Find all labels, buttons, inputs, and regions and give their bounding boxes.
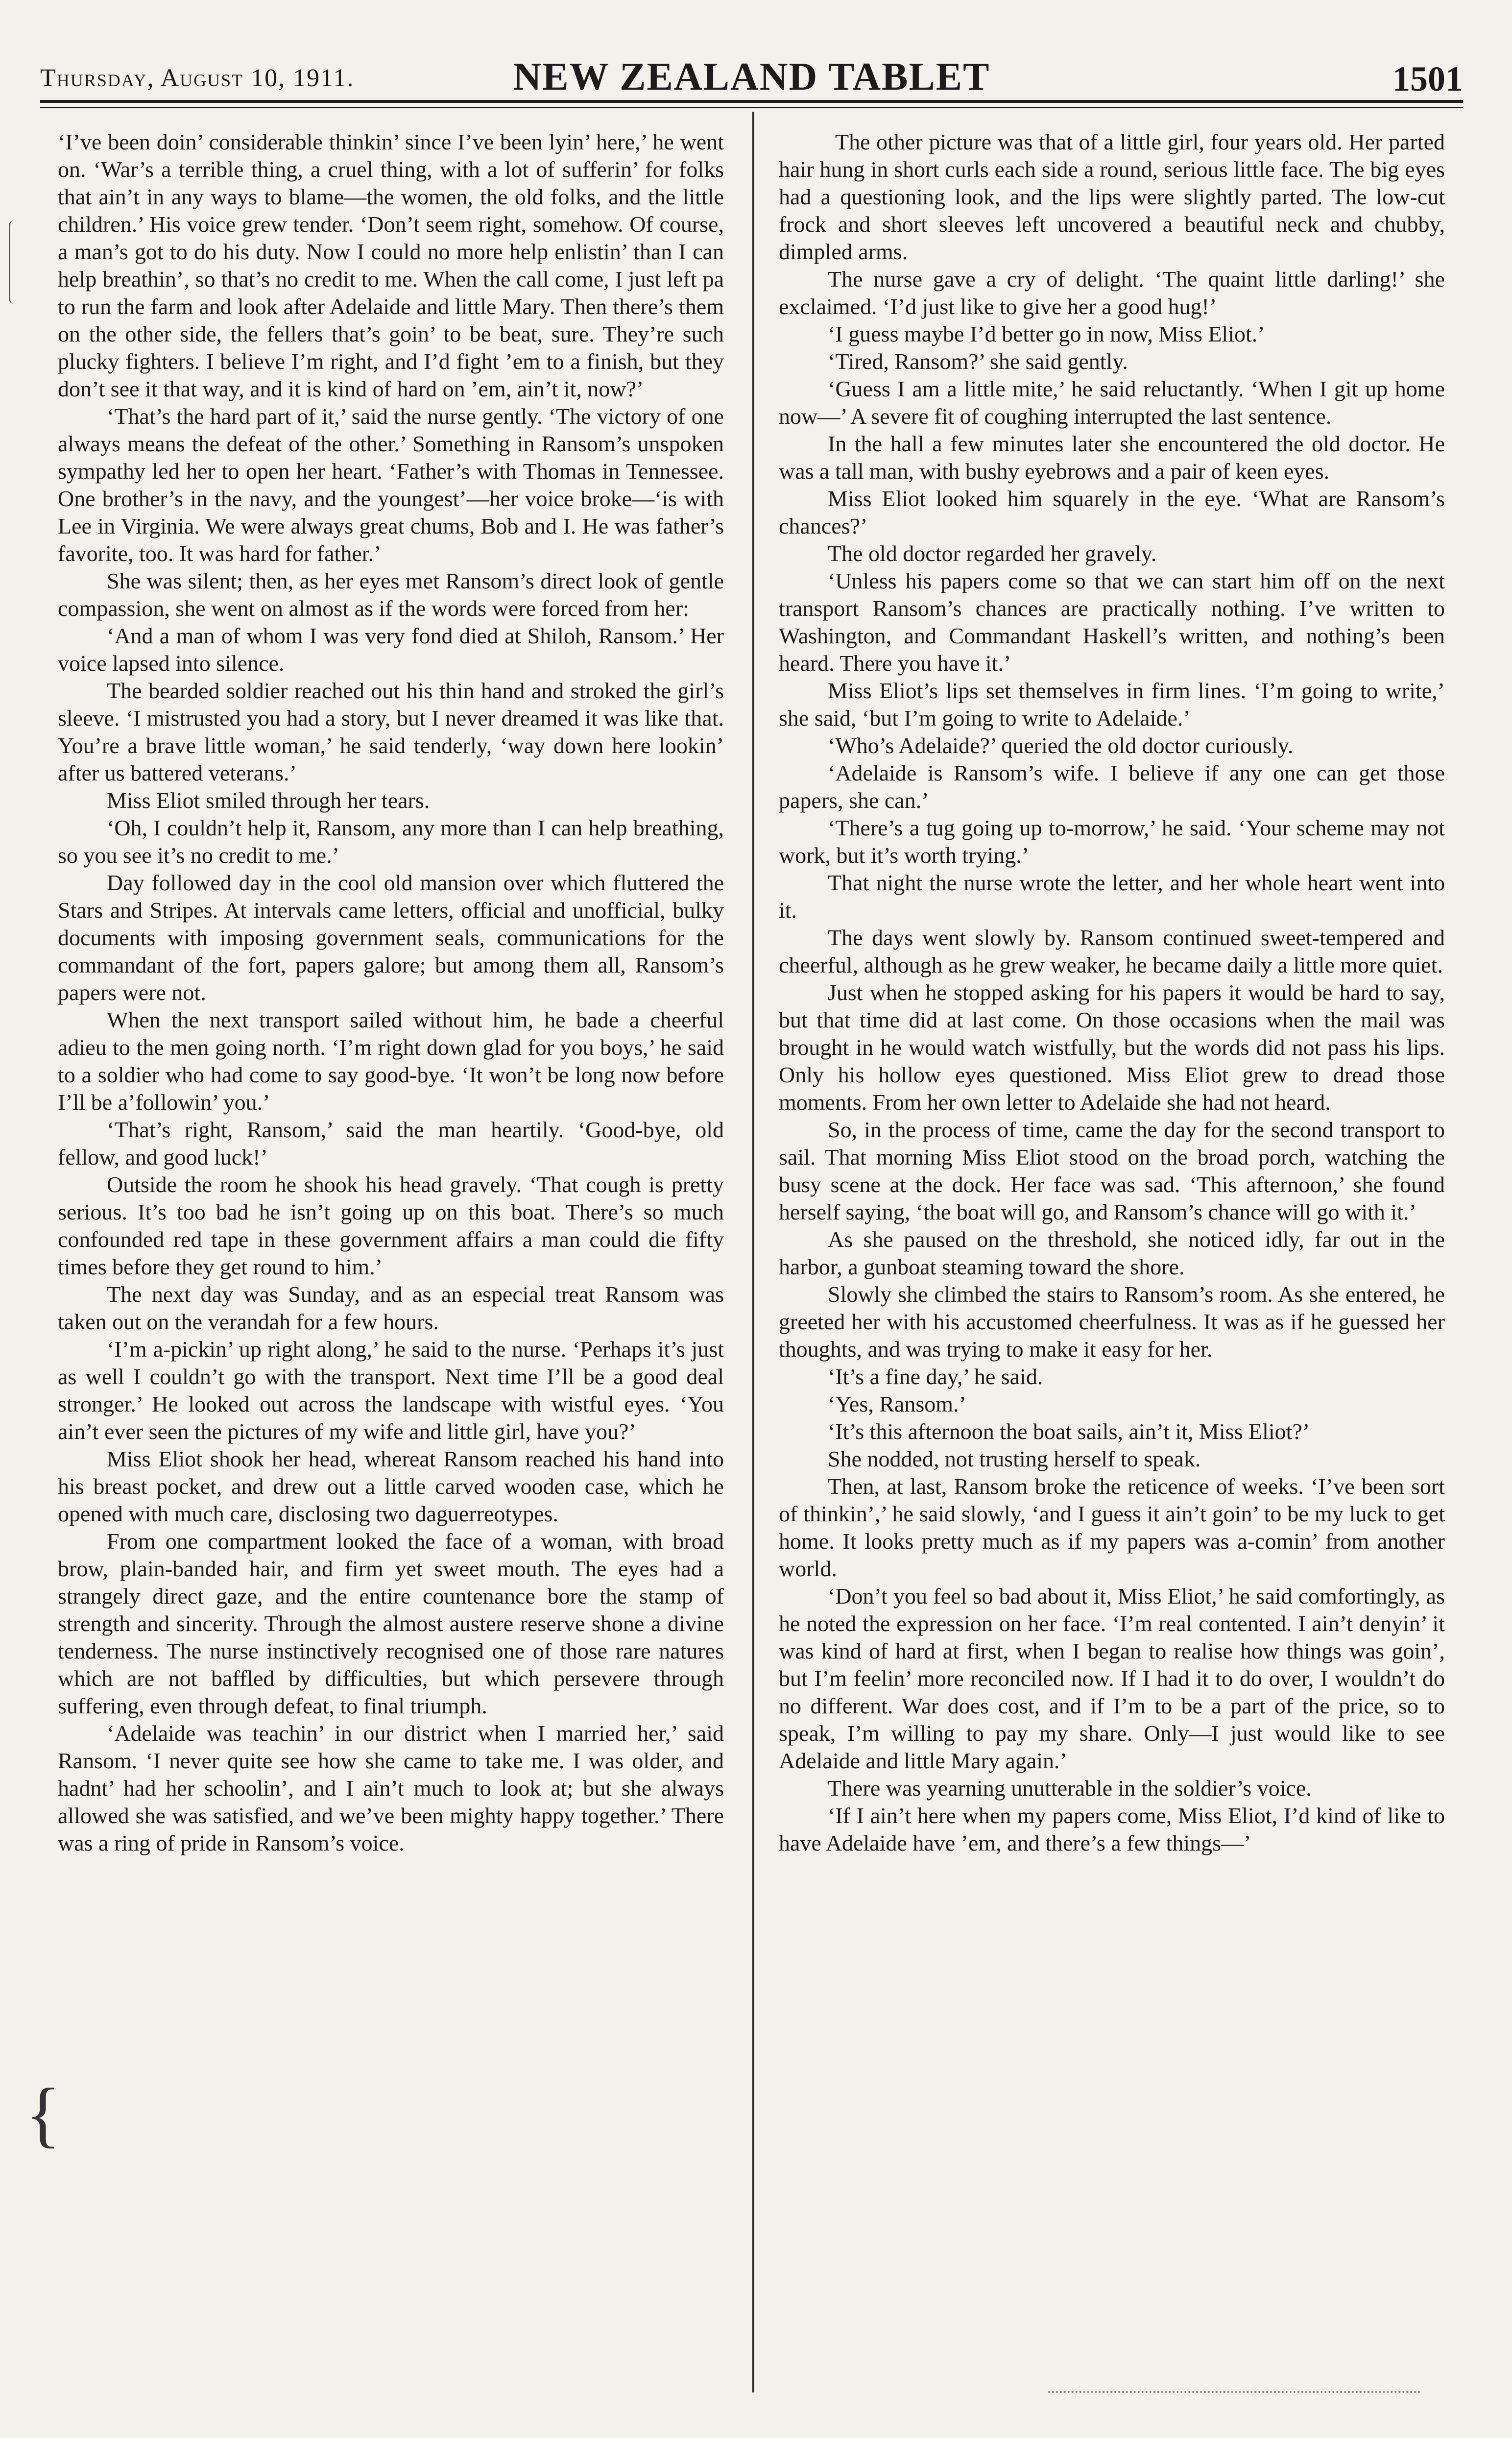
paragraph: Outside the room he shook his head gravely. ‘That cough is pretty serious. It’s too bad he isn’t going up on this boat. There’s so much confounded red tape in these government affairs a man could die fifty times before they get round to him.’: [58, 1172, 724, 1279]
paragraph: ‘Adelaide was teachin’ in our district when I married her,’ said Ransom. ‘I never quite see how she came to take me. I was older, and hadnt’ had her schoolin’, and I ain’t much to look at; but she always allowed she was satisfied, and we’ve been mighty happy together.’ There was a ring of pride in Ransom’s voice.: [58, 1721, 724, 1855]
page-number: 1501: [1392, 59, 1463, 98]
paragraph: So, in the process of time, came the day for the second transport to sail. That morning Miss Eliot stood on the broad porch, watching the busy scene at the dock. Her face was sad. ‘This afternoon,’ she found herself saying, ‘the boat will go, and Ransom’s chance will go with it.’: [779, 1117, 1445, 1224]
paragraph: ‘And a man of whom I was very fond died at Shiloh, Ransom.’ Her voice lapsed into silence.: [58, 623, 724, 676]
paragraph: ‘It’s a fine day,’ he said.: [828, 1364, 1043, 1389]
paragraph: ‘Oh, I couldn’t help it, Ransom, any more than I can help breathing, so you see it’s no credit to me.’: [58, 815, 724, 868]
paragraph: Miss Eliot shook her head, whereat Ransom reached his hand into his breast pocket, and drew out a little carved wooden case, which he opened with much care, disclosing two daguerreotypes.: [58, 1446, 724, 1526]
paragraph: When the next transport sailed without him, he bade a cheerful adieu to the men going north. ‘I’m right down glad for you boys,’ he said to a soldier who had come to say good-bye. ‘It won’t be long now before I’ll be a’followin’ you.’: [58, 1007, 724, 1115]
paragraph: She was silent; then, as her eyes met Ransom’s direct look of gentle compassion, she went on almost as if the words were forced from her:: [58, 568, 724, 621]
paragraph: Miss Eliot’s lips set themselves in firm lines. ‘I’m going to write,’ she said, ‘but I’m going to write to Adelaide.’: [779, 678, 1445, 731]
paragraph: ‘Who’s Adelaide?’ queried the old doctor curiously.: [828, 733, 1294, 758]
paragraph: The other picture was that of a little girl, four years old. Her parted hair hung in short curls each side a round, serious little face. The big eyes had a questioning look, and the lips were slightly parted. The low-cut frock and short sleeves left uncovered a beautiful neck and chubby, dimpled arms.: [779, 129, 1445, 264]
paragraph: There was yearning unutterable in the soldier’s voice.: [828, 1776, 1312, 1801]
paragraph: ‘It’s this afternoon the boat sails, ain’t it, Miss Eliot?’: [828, 1419, 1310, 1444]
paragraph: ‘If I ain’t here when my papers come, Miss Eliot, I’d kind of like to have Adelaide have ’em, and there’s a few things—’: [779, 1803, 1445, 1855]
paragraph: ‘That’s the hard part of it,’ said the nurse gently. ‘The victory of one always means the defeat of the other.’ Something in Ransom’s unspoken sympathy led her to open her heart. ‘Father’s with Thomas in Tennessee. One brother’s in the navy, and the youngest’—her voice broke—‘is with Lee in Virginia. We were always great chums, Bob and I. He was father’s favorite, too. It was hard for father.’: [58, 404, 724, 566]
paragraph: ‘Yes, Ransom.’: [828, 1391, 966, 1416]
right-column: [779, 128, 1445, 1857]
paragraph: From one compartment looked the face of a woman, with broad brow, plain-banded hair, and firm yet sweet mouth. The eyes had a strangely direct gaze, and the entire countenance bore the stamp of strength and sincerity. Through the almost austere reserve shone a divine tenderness. The nurse instinctively recognised one of those rare natures which are not baffled by difficulties, but which persevere through suffering, even through defeat, to final triumph.: [58, 1529, 724, 1718]
paragraph: ‘That’s right, Ransom,’ said the man heartily. ‘Good-bye, old fellow, and good luck!’: [58, 1117, 724, 1170]
paragraph: Then, at last, Ransom broke the reticence of weeks. ‘I’ve been sort of thinkin’,’ he said slowly, ‘and I guess it ain’t goin’ to be my luck to get home. It looks pretty much as if my papers was a-comin’ from another world.: [779, 1474, 1445, 1581]
column-divider: [752, 112, 754, 2392]
paragraph: Miss Eliot smiled through her tears.: [107, 788, 430, 813]
issue-date: Thursday, August 10, 1911.: [40, 64, 355, 92]
paragraph: Just when he stopped asking for his papers it would be hard to say, but that time did at last come. On those occasions when the mail was brought in he would watch wistfully, but the words did not pass his lips. Only his hollow eyes questioned. Miss Eliot grew to dread those moments. From her own letter to Adelaide she had not heard.: [779, 980, 1445, 1115]
paragraph: ‘Adelaide is Ransom’s wife. I believe if any one can get those papers, she can.’: [779, 760, 1445, 813]
paragraph: ‘I’m a-pickin’ up right along,’ he said to the nurse. ‘Perhaps it’s just as well I couldn’t go with the transport. Next time I’ll be a good deal stronger.’ He looked out across the landscape with wistful eyes. ‘You ain’t ever seen the pictures of my wife and little girl, have you?’: [58, 1337, 724, 1444]
paragraph: The next day was Sunday, and as an especial treat Ransom was taken out on the verandah for a few hours.: [58, 1282, 724, 1334]
newspaper-title: NEW ZEALAND TABLET: [513, 55, 990, 98]
paragraph: ‘I’ve been doin’ considerable thinkin’ since I’ve been lyin’ here,’ he went on. ‘War’s a terrible thing, a cruel thing, with a lot of sufferin’ for folks that ain’t in any ways to blame—the women, the old folks, and the little children.’ His voice grew tender. ‘Don’t seem right, somehow. Of course, a man’s got to do his duty. Now I could no more help enlistin’ than I can help breathin’, so that’s no credit to me. When the call come, I just left pa to run the farm and look after Adelaide and little Mary. Then there’s them on the other side, the fellers that’s goin’ to be beat, sure. They’re such plucky fighters. I believe I’m right, and I’d fight ’em to a finish, but they don’t see it that way, and it is kind of hard on ’em, ain’t it, now?’: [58, 129, 724, 401]
paragraph: ‘Don’t you feel so bad about it, Miss Eliot,’ he said comfortingly, as he noted the expression on her face. ‘I’m real contented. I ain’t denyin’ it was kind of hard at first, when I began to realise how things was goin’, but I’m feelin’ more reconciled now. If I had it to do over, I wouldn’t do no different. War does cost, and if I’m to be a part of the price, so to speak, I’m willing to pay my share. Only—I just would like to see Adelaide and little Mary again.’: [779, 1584, 1445, 1773]
paragraph: The bearded soldier reached out his thin hand and stroked the girl’s sleeve. ‘I mistrusted you had a story, but I never dreamed it was like that. You’re a brave little woman,’ he said tenderly, ‘way down here lookin’ after us battered veterans.’: [58, 678, 724, 785]
paragraph: Day followed day in the cool old mansion over which fluttered the Stars and Stripes. At intervals came letters, official and unofficial, bulky documents with imposing government seals, communications for the commandant of the fort, papers galore; but among them all, Ransom’s papers were not.: [58, 870, 724, 1005]
paragraph: As she paused on the threshold, she noticed idly, far out in the harbor, a gunboat steaming toward the shore.: [779, 1227, 1445, 1279]
paragraph: ‘Tired, Ransom?’ she said gently.: [828, 349, 1128, 374]
header-rule-thick: [40, 100, 1463, 103]
masthead: [40, 55, 1463, 104]
margin-brace-mark: {: [25, 2073, 61, 2155]
paragraph: ‘I guess maybe I’d better go in now, Miss Eliot.’: [828, 321, 1265, 346]
paragraph: The nurse gave a cry of delight. ‘The quaint little darling!’ she exclaimed. ‘I’d just like to give her a good hug!’: [779, 267, 1445, 319]
paragraph: The old doctor regarded her gravely.: [828, 541, 1157, 566]
paragraph: ‘There’s a tug going up to-morrow,’ he said. ‘Your scheme may not work, but it’s worth trying.’: [779, 815, 1445, 868]
paragraph: Miss Eliot looked him squarely in the eye. ‘What are Ransom’s chances?’: [779, 486, 1445, 538]
paragraph: ‘Guess I am a little mite,’ he said reluctantly. ‘When I git up home now—’ A severe fit of coughing interrupted the last sentence.: [779, 376, 1445, 429]
left-column: [58, 128, 724, 1857]
paragraph: ‘Unless his papers come so that we can start him off on the next transport Ransom’s chances are practically nothing. I’ve written to Washington, and Commandant Haskell’s written, and nothing’s been heard. There you have it.’: [779, 568, 1445, 676]
header-rule-thin: [40, 107, 1463, 108]
margin-bracket-mark: [9, 220, 22, 304]
paragraph: In the hall a few minutes later she encountered the old doctor. He was a tall man, with bushy eyebrows and a pair of keen eyes.: [779, 431, 1445, 484]
paragraph: She nodded, not trusting herself to speak.: [828, 1446, 1201, 1471]
paragraph: That night the nurse wrote the letter, and her whole heart went into it.: [779, 870, 1445, 923]
paragraph: Slowly she climbed the stairs to Ransom’s room. As she entered, he greeted her with his accustomed cheerfulness. It was as if he guessed her thoughts, and was trying to make it easy for her.: [779, 1282, 1445, 1362]
paragraph: The days went slowly by. Ransom continued sweet-tempered and cheerful, although as he grew weaker, he became daily a little more quiet.: [779, 925, 1445, 977]
footer-dotted-rule: [1048, 2391, 1420, 2396]
